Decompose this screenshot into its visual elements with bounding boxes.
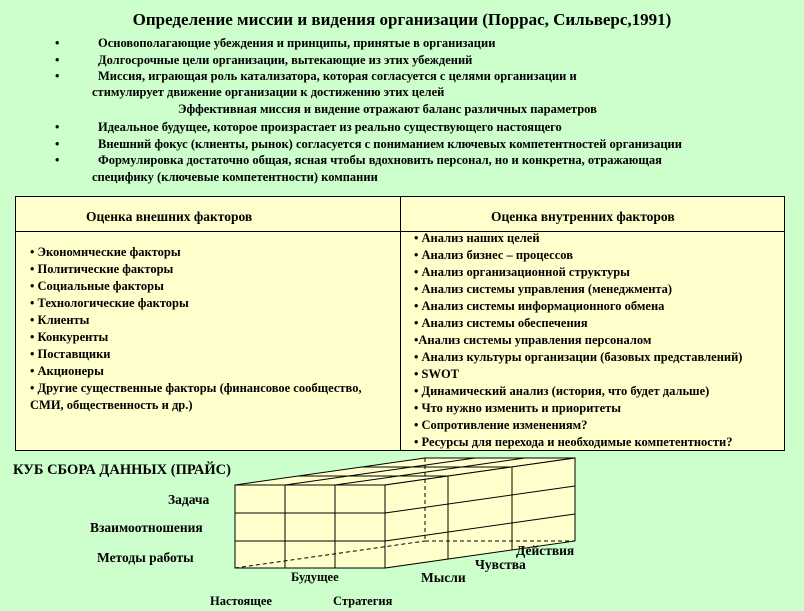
bullet-dot: • — [55, 153, 60, 167]
cube-depth-label: Мысли — [421, 570, 466, 585]
bullet-text: Долгосрочные цели организации, вытекающие из этих убеждений — [98, 53, 473, 67]
factor-item: • Технологические факторы — [30, 296, 189, 310]
cube-depth-label: Действия — [516, 543, 575, 558]
cube-depth-label: Чувства — [475, 557, 526, 572]
factor-item: • Экономические факторы — [30, 245, 181, 259]
factor-item: • Клиенты — [30, 313, 90, 327]
factor-item: • Что нужно изменить и приоритеты — [414, 401, 622, 415]
factor-item: • Политические факторы — [30, 262, 174, 276]
cube-row-label: Задача — [168, 492, 210, 507]
factor-item: • Ресурсы для перехода и необходимые компетентности? — [414, 435, 733, 449]
factor-item: • Анализ наших целей — [414, 231, 540, 245]
cube-front-face — [235, 485, 385, 568]
bullet-dot: • — [55, 53, 60, 67]
bullet-text: Формулировка достаточно общая, ясная чтобы вдохновить персонал, но и конкретна, отражающая — [98, 153, 662, 167]
bullet-text: Миссия, играющая роль катализатора, которая согласуется с целями организации и — [98, 69, 577, 83]
factor-item: •Анализ системы управления персоналом — [414, 333, 652, 347]
bullet-dot: • — [55, 69, 60, 83]
cube-front-label: Настоящее — [210, 594, 272, 608]
bullet-continuation: специфику (ключевые компетентности) компании — [92, 170, 378, 184]
factor-item: • Анализ системы обеспечения — [414, 316, 588, 330]
factor-item: • Акционеры — [30, 364, 104, 378]
factor-item: • Другие существенные факторы (финансовое сообщество, — [30, 381, 362, 395]
factor-item: • Конкуренты — [30, 330, 109, 344]
center-statement: Эффективная миссия и видение отражают баланс различных параметров — [178, 102, 597, 116]
cube-front-label: Будущее — [291, 570, 339, 584]
cube-row-label: Взаимоотношения — [90, 520, 203, 535]
bullet-text: Идеальное будущее, которое произрастает из реально существующего настоящего — [98, 120, 562, 134]
factor-item: • Анализ организационной структуры — [414, 265, 630, 279]
bullet-dot: • — [55, 137, 60, 151]
factor-item: • Динамический анализ (история, что будет дальше) — [414, 384, 710, 398]
factor-item: • Социальные факторы — [30, 279, 164, 293]
factor-item: • Анализ системы управления (менеджмента) — [414, 282, 673, 296]
external-factors-header: Оценка внешних факторов — [86, 209, 253, 224]
factor-item: • Сопротивление изменениям? — [414, 418, 588, 432]
factor-item: • Анализ бизнес – процессов — [414, 248, 573, 262]
bullet-text: Основополагающие убеждения и принципы, принятые в организации — [98, 36, 496, 50]
bullet-continuation: стимулирует движение организации к достижению этих целей — [92, 85, 445, 99]
factor-item: • Анализ системы информационного обмена — [414, 299, 665, 313]
cube-row-label: Методы работы — [97, 550, 194, 565]
cube-front-label: Стратегия — [333, 594, 393, 608]
cube-title: КУБ СБОРА ДАННЫХ (ПРАЙС) — [13, 462, 231, 478]
factor-item: • Поставщики — [30, 347, 111, 361]
page-title: Определение миссии и видения организации (Поррас, Сильверс,1991) — [132, 10, 672, 29]
bullet-dot: • — [55, 36, 60, 50]
internal-factors-header: Оценка внутренних факторов — [491, 209, 675, 224]
factor-item: • Анализ культуры организации (базовых представлений) — [414, 350, 743, 364]
factor-item: СМИ, общественность и др.) — [30, 398, 193, 412]
factor-item: • SWOT — [414, 367, 460, 381]
bullet-dot: • — [55, 120, 60, 134]
bullet-text: Внешний фокус (клиенты, рынок) согласуется с пониманием ключевых компетентностей организации — [98, 137, 682, 151]
